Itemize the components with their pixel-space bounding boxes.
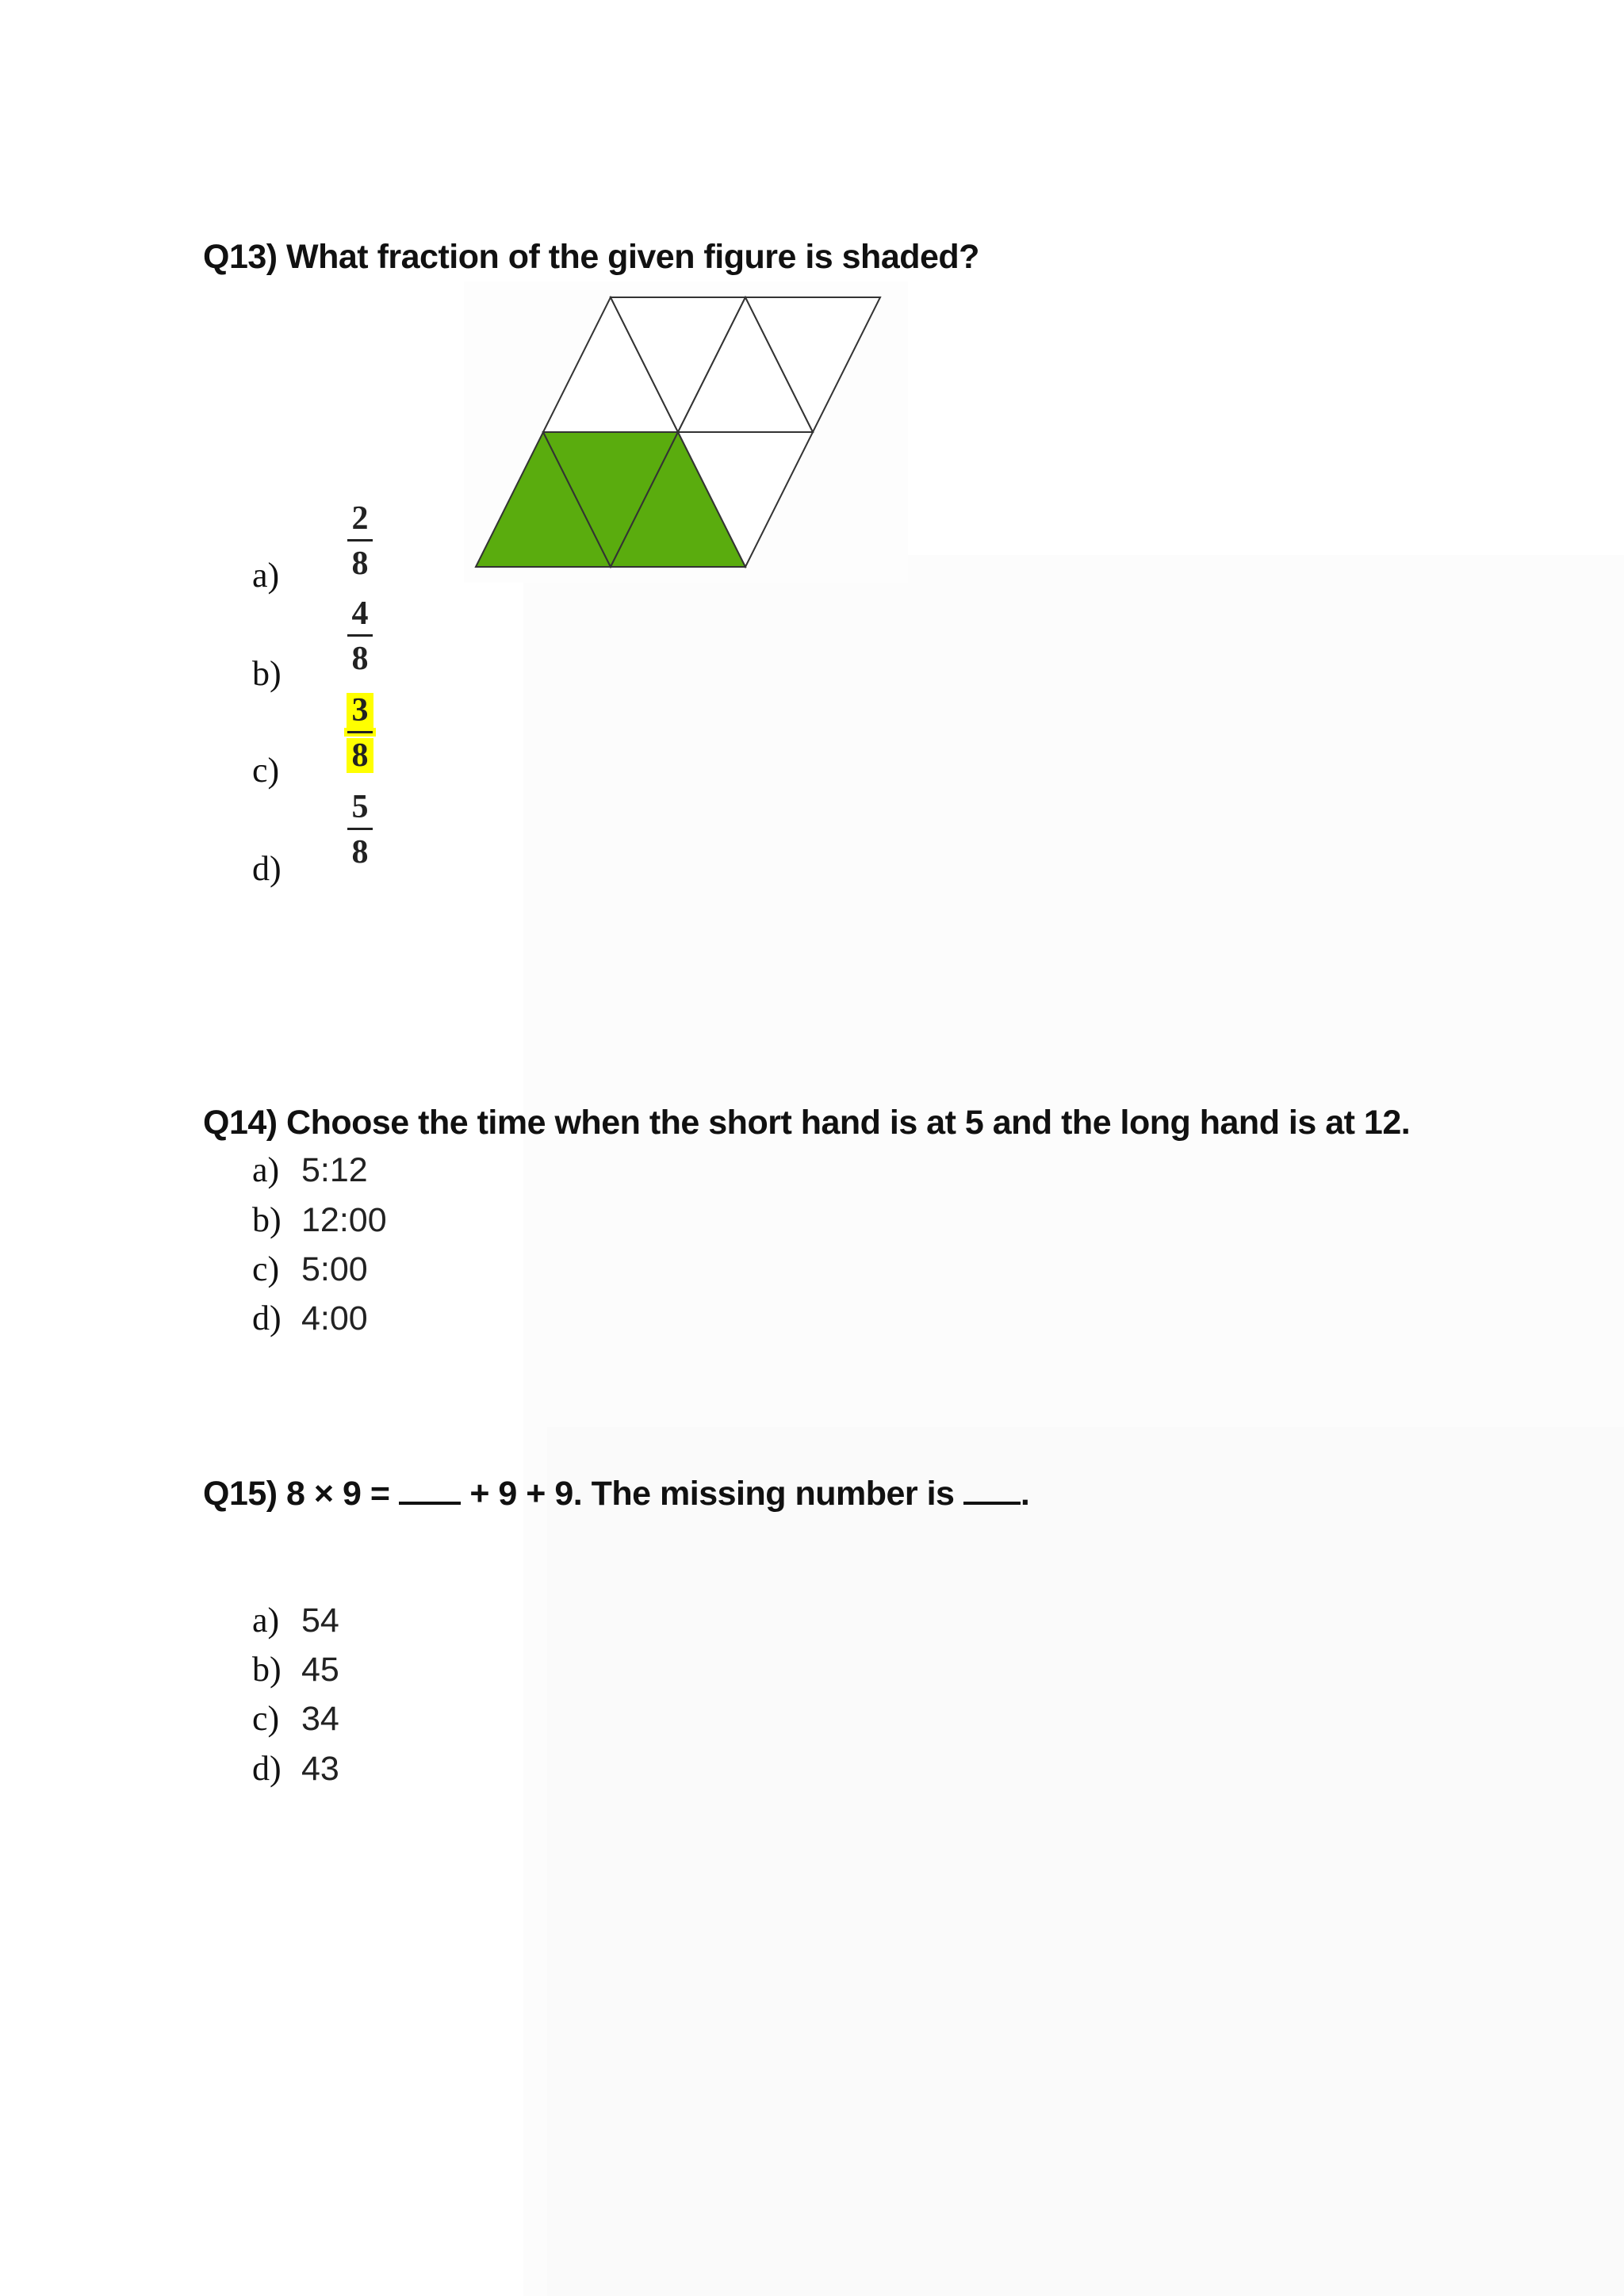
fraction-denominator: 8 — [351, 641, 369, 677]
q14-option-a-text[interactable]: 5:12 — [301, 1151, 368, 1189]
q13-option-c-fraction-highlighted[interactable] — [346, 693, 374, 773]
fraction-bar — [347, 539, 373, 541]
q14-option-c-letter: c) — [252, 1249, 280, 1288]
q13-option-a-fraction[interactable] — [346, 501, 374, 581]
fraction-numerator: 5 — [351, 789, 369, 825]
q15-question — [203, 1475, 1029, 1513]
q14-option-b-letter: b) — [252, 1200, 282, 1239]
q14-question: Q14) Choose the time when the short hand is at 5 and the long hand is at 12. — [203, 1104, 1411, 1142]
q14-option-c-text[interactable]: 5:00 — [301, 1250, 368, 1288]
q15-option-a-letter: a) — [252, 1601, 280, 1640]
q13-option-b-fraction[interactable] — [346, 596, 374, 676]
fraction-numerator: 3 — [347, 693, 373, 728]
q15-option-b-text[interactable]: 45 — [301, 1651, 339, 1689]
q15-option-c-text[interactable]: 34 — [301, 1700, 339, 1738]
q13-option-d-fraction[interactable] — [346, 790, 374, 870]
q15-question-part3: . — [1020, 1475, 1030, 1513]
fraction-denominator: 8 — [351, 545, 369, 582]
q15-option-a-text[interactable]: 54 — [301, 1601, 339, 1640]
q13-option-c-letter: c) — [252, 751, 280, 790]
fraction-bar — [347, 634, 373, 637]
fraction-numerator: 4 — [351, 595, 369, 632]
page-background-shade-lower — [547, 1427, 1624, 2296]
triangle-grid-figure — [468, 293, 912, 579]
q15-question-part2: + 9 + 9. The missing number is — [460, 1475, 963, 1513]
q13-option-d-letter: d) — [252, 849, 282, 888]
q14-option-d-letter: d) — [252, 1299, 282, 1337]
q15-option-d-text[interactable]: 43 — [301, 1750, 339, 1788]
q14-option-b-text[interactable]: 12:00 — [301, 1201, 387, 1239]
q14-option-d-text[interactable]: 4:00 — [301, 1299, 368, 1337]
fraction-bar — [347, 828, 373, 830]
fraction-denominator: 8 — [347, 738, 373, 773]
q15-blank-1 — [399, 1475, 461, 1505]
q15-question-part1: Q15) 8 × 9 = — [203, 1475, 399, 1513]
q15-option-d-letter: d) — [252, 1749, 282, 1788]
q15-option-b-letter: b) — [252, 1650, 282, 1689]
fraction-denominator: 8 — [351, 834, 369, 871]
q13-option-a-letter: a) — [252, 556, 280, 595]
q13-option-b-letter: b) — [252, 654, 282, 693]
q15-option-c-letter: c) — [252, 1699, 280, 1738]
q13-question: Q13) What fraction of the given figure is shaded? — [203, 238, 979, 276]
q15-blank-2 — [963, 1475, 1021, 1505]
fraction-numerator: 2 — [351, 500, 369, 537]
fraction-bar — [347, 731, 373, 733]
q14-option-a-letter: a) — [252, 1150, 280, 1189]
